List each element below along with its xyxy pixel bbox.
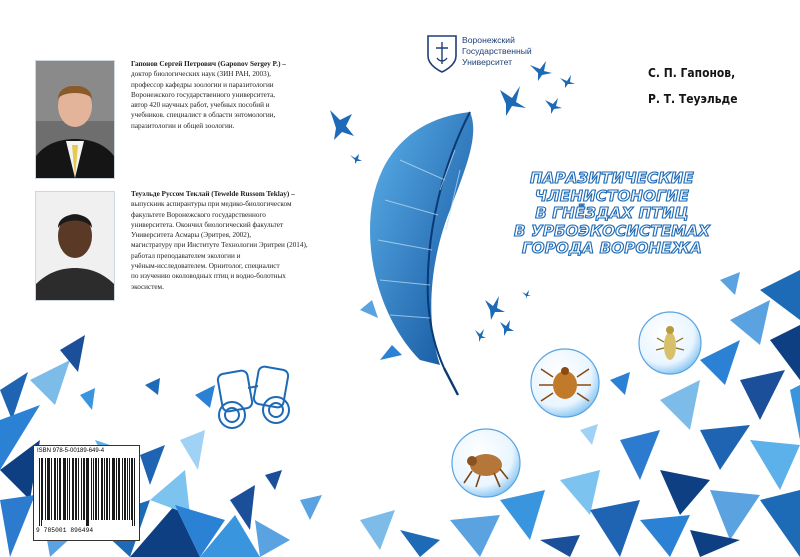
barcode-bar (109, 458, 110, 520)
barcode-bar (107, 458, 108, 520)
bubble-flea (450, 427, 522, 499)
bio-line: профессор кафедры зоологии и паразитологии (131, 80, 274, 89)
barcode-bar (59, 458, 60, 520)
isbn-digits: 9 785001 896494 (36, 527, 94, 534)
barcode-bar (96, 458, 97, 520)
cover-authors (648, 60, 738, 112)
barcode-bar (42, 458, 43, 520)
barcode-bar (124, 458, 125, 520)
barcode-bar (87, 458, 88, 526)
barcode-bar (106, 458, 107, 520)
bio-line: по изучению околоводных птиц и водно-болотных (131, 272, 286, 281)
barcode-bar (75, 458, 76, 520)
bio-line: учебников. специалист в области энтомологии, (131, 111, 276, 120)
barcode-bar (41, 458, 42, 526)
title-line: В УРБОЭКОСИСТЕМАХ (514, 221, 710, 240)
barcode-bar (98, 458, 99, 520)
bio-line: автор 420 научных работ, учебных пособий и (131, 101, 270, 110)
title-line: ПАРАЗИТИЧЕСКИЕ (530, 169, 694, 187)
barcode-bar (127, 458, 128, 520)
bio-line: Университета Асмары (Эритрея, 2002), (131, 231, 252, 240)
barcode-bar (48, 458, 49, 520)
barcode-bar (113, 458, 114, 520)
bio-line: выпускник аспирантуры при медико-биологическом (131, 200, 292, 209)
barcode-bars (39, 458, 135, 526)
university-name-line: Университет (462, 57, 513, 67)
barcode-bar (132, 458, 133, 526)
barcode-bar (101, 458, 102, 520)
university-name-line: Государственный (462, 46, 532, 56)
barcode-bar (55, 458, 56, 520)
barcode-bar (67, 458, 68, 520)
author-photo-teklay (35, 191, 115, 301)
isbn-block (33, 445, 140, 541)
bio-line: паразитологии и общей зоологии. (131, 121, 235, 130)
bio-name: Гапонов Сергей Петрович (Gaponov Sergey P.) – (131, 60, 286, 68)
barcode-bar (47, 458, 48, 520)
binoculars-drawing (217, 366, 289, 428)
barcode-bar (39, 458, 40, 526)
barcode-bar (84, 458, 85, 520)
barcode-bar (118, 458, 119, 520)
barcode-bar (112, 458, 113, 520)
bio-line: работал преподавателем экологии и (131, 251, 241, 260)
bio-line: учёным-исследователем. Орнитолог, специалист (131, 262, 280, 271)
barcode-bar (54, 458, 55, 520)
barcode-bar (49, 458, 50, 520)
portrait-image (36, 61, 114, 178)
barcode-bar (91, 458, 92, 520)
barcode-bar (93, 458, 94, 520)
bio-line: доктор биологических наук (ЗИН РАН, 2003), (131, 70, 271, 79)
barcode-bar (72, 458, 73, 520)
bio-line: университета. Окончил биологический факультет (131, 220, 284, 229)
book-title (486, 170, 738, 258)
author-photo-gaponov (35, 60, 115, 179)
barcode-bar (60, 458, 61, 520)
title-line: ГОРОДА ВОРОНЕЖА (522, 239, 702, 257)
bubble-louse (637, 310, 703, 376)
bio-line: магистратуру при Институте Технологии Эритреи (2014), (131, 241, 308, 250)
author-bio-gaponov (131, 59, 356, 131)
bio-line: экосистем. (131, 282, 164, 291)
barcode-bar (86, 458, 87, 526)
barcode-bar (102, 458, 103, 520)
author-name: С. П. Гапонов, (648, 65, 736, 80)
barcode-bar (88, 458, 89, 526)
barcode-bar (64, 458, 65, 520)
portrait-image (36, 192, 114, 300)
barcode-bar (119, 458, 120, 520)
barcode-bar (69, 458, 70, 520)
barcode-bar (76, 458, 77, 520)
barcode-bar (81, 458, 82, 520)
barcode-bar (51, 458, 52, 520)
barcode-bar (104, 458, 105, 520)
bio-line: факультете Воронежского государственного (131, 210, 266, 219)
author-bio-teklay (131, 189, 361, 292)
barcode-bar (131, 458, 132, 520)
barcode-bar (114, 458, 115, 520)
bubble-mite (529, 347, 601, 419)
bio-line: Воронежского государственного университета, (131, 90, 276, 99)
university-name-line: Воронежский (462, 35, 515, 45)
barcode-bar (95, 458, 96, 520)
university-name (462, 35, 532, 68)
barcode-bar (63, 458, 64, 520)
barcode-bar (83, 458, 84, 520)
barcode-bar (65, 458, 66, 520)
barcode-bar (45, 458, 46, 520)
barcode-bar (73, 458, 74, 520)
barcode-bar (116, 458, 117, 520)
barcode-bar (125, 458, 126, 520)
university-logo (425, 32, 561, 72)
barcode-bar (122, 458, 123, 520)
feather-quill (360, 112, 473, 395)
author-name: Р. Т. Теуэльде (648, 91, 738, 106)
barcode-bar (134, 458, 135, 526)
barcode-bar (57, 458, 58, 520)
bio-name: Теуэльде Руссом Теклай (Tewelde Russom Teklay) – (131, 190, 295, 198)
isbn-label: ISBN 978-5-00189-649-4 (37, 448, 105, 454)
barcode-bar (78, 458, 79, 520)
title-line: В ГНЁЗДАХ ПТИЦ (535, 204, 689, 222)
title-line: ЧЛЕНИСТОНОГИЕ (534, 186, 690, 205)
barcode-bar (129, 458, 130, 520)
